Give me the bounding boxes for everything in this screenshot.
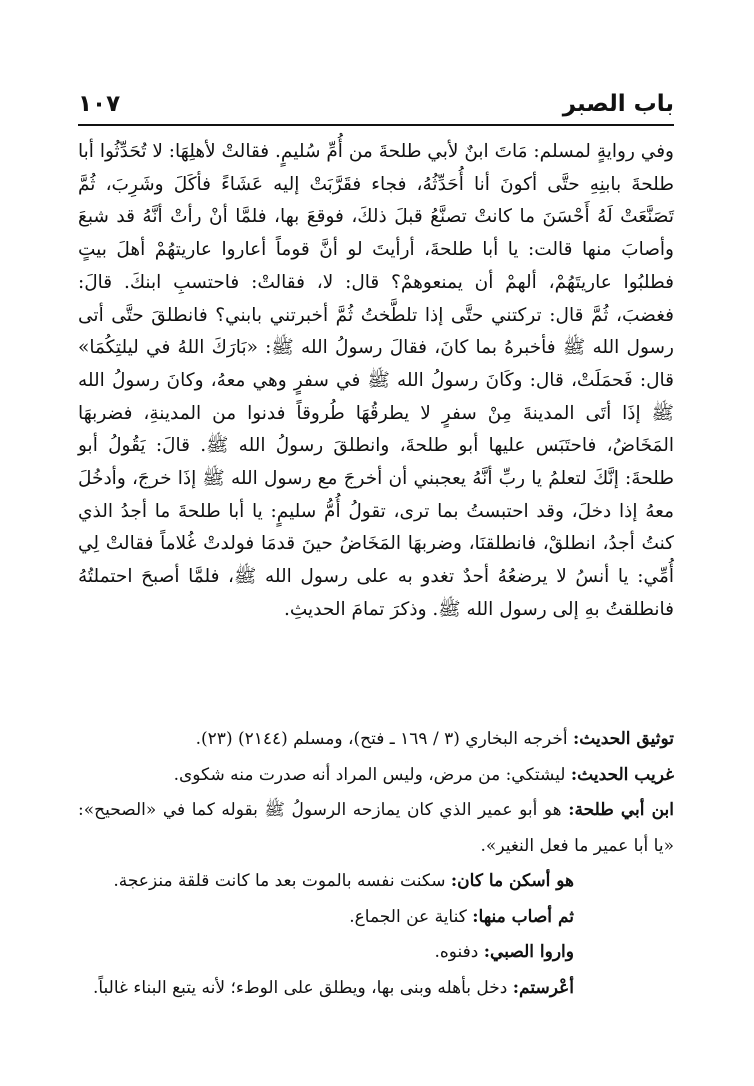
note-term: هو أسكن ما كان: xyxy=(450,871,574,891)
note-tawthiq xyxy=(78,722,674,758)
note-ibn-abi-talha xyxy=(78,793,674,864)
note-text: كناية عن الجماع. xyxy=(349,906,473,927)
note-term: ابن أبي طلحة: xyxy=(568,800,674,820)
running-title: باب الصبر xyxy=(562,91,674,117)
page-header xyxy=(78,88,674,118)
hadith-paragraph: وفي روايةٍ لمسلم: مَاتَ ابنٌ لأبي طلحةَ من أُمِّ سُليمٍ. فقالتْ لأهلِهَا: لا تُحَدِّثُوا أبا طلحةَ بابنِهِ حتَّى أكونَ أنا أُحَدِّثُهُ، فجاء فقَرَّبَتْ إليه عَشَاءً فأكَلَ وشَرِبَ، ثُمَّ تَصَنَّعَتْ لَهُ أَحْسَنَ ما كانتْ تصنَّعُ قبلَ ذلكَ، فوقعَ بها، فلمَّا أنْ رأتْ أنَّهُ قد شبعَ وأصابَ منها قالت: يا أبا طلحةَ، أرأيتَ لو أنَّ قوماً أعاروا عاريتهُمْ أهلَ بيتٍ فطلبُوا عاريتَهُمْ، ألهمْ أن يمنعوهمْ؟ قال: لا، فقالتْ: فاحتسبِ ابنكَ. قالَ: فغضبَ، ثُمَّ قال: تركتني حتَّى إذا تلطَّختُ ثُمَّ أخبرتني بابني؟ فانطلقَ حتَّى أتى رسول الله ﷺ فأخبرهُ بما كانَ، فقالَ رسولُ الله ﷺ: «بَارَكَ اللهُ في ليلتِكُمَا» قال: فَحمَلَتْ، قال: وكَانَ رسولُ الله ﷺ في سفرٍ وهي معهُ، وكانَ رسولُ الله ﷺ إذَا أتَى المدينةَ مِنْ سفرٍ لا يطرقُهَا طُروقاً فدنوا من المدينةِ، فضربهَا المَخَاضُ، فاحتَبَس عليها أبو طلحةَ، وانطلقَ رسولُ الله ﷺ. قالَ: يَقُولُ أبو طلحةَ: إنَّكَ لتعلمُ يا ربِّ أنَّهُ يعجبني أن أخرجَ مع رسول الله ﷺ إذَا خرجَ، وأدخُلَ معهُ إذا دخلَ، وقد احتبستُ بما ترى، تقولُ أُمُّ سليمٍ: يا أبا طلحةَ ما أجدُ الذي كنتُ أجدُ، انطلقْ، فانطلقنَا، وضربهَا المَخَاضُ حينَ قدمَا فولدتْ غُلاماً فقالتْ لِي أُمِّي: يا أنسُ لا يرضعُهُ أحدٌ تغدو به على رسول الله ﷺ، فلمَّا أصبحَ احتملتُهُ فانطلقتُ بهِ إلى رسول الله ﷺ. وذكرَ تمامَ الحديثِ. xyxy=(78,141,674,620)
note-term: غريب الحديث: xyxy=(570,764,674,785)
note-text: دخل بأهله وبنى بها، ويطلق على الوطء؛ لأنه يتبع البناء غالباً. xyxy=(92,977,513,998)
note-arastum xyxy=(78,971,674,1007)
note-term: توثيق الحديث: xyxy=(573,729,674,749)
commentary-notes xyxy=(78,722,674,1006)
page-number: ١٠٧ xyxy=(78,91,121,117)
note-text: هو أبو عمير الذي كان يمازحه الرسولُ ﷺ بقوله كما في «الصحيح»: «يا أبا عمير ما فعل النغير». xyxy=(78,800,674,856)
hadith-text xyxy=(78,136,674,627)
note-text: سكنت نفسه بالموت بعد ما كانت قلقة منزعجة. xyxy=(113,871,451,891)
header-rule xyxy=(78,124,674,126)
note-term: واروا الصبي: xyxy=(483,942,574,962)
note-gharib xyxy=(78,758,674,794)
note-text: أخرجه البخاري (٣ / ١٦٩ ـ فتح)، ومسلم (٢١٤٤) (٢٣). xyxy=(195,729,574,749)
note-askan xyxy=(78,864,674,900)
note-term: ثم أصاب منها: xyxy=(472,906,574,927)
note-text: دفنوه. xyxy=(434,942,484,962)
note-term: أعْرستم: xyxy=(512,977,574,998)
note-text: ليشتكي: من مرض، وليس المراد أنه صدرت منه شكوى. xyxy=(173,764,571,785)
note-asaba xyxy=(78,900,674,936)
note-waaru xyxy=(78,935,674,971)
